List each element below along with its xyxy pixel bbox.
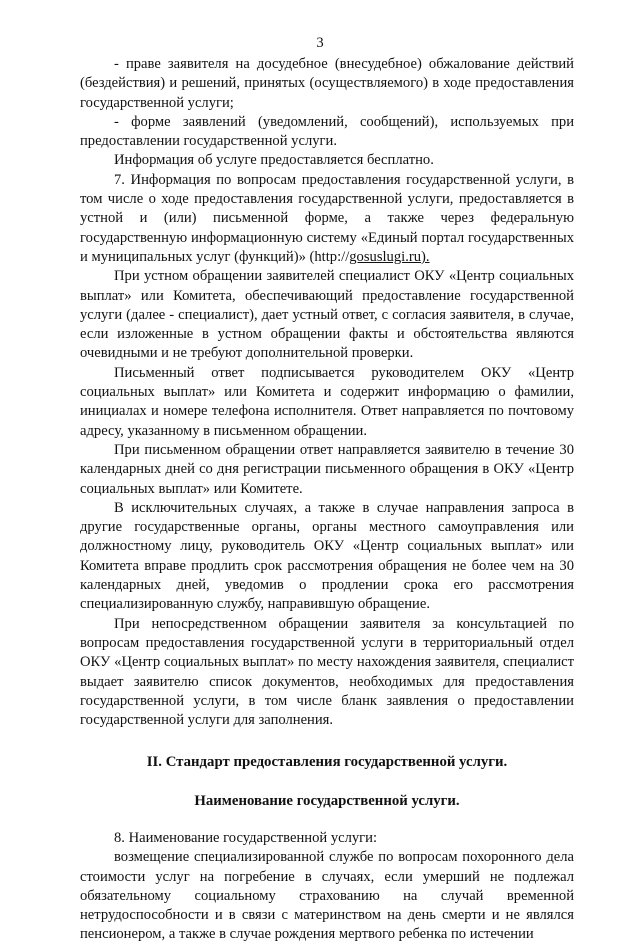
paragraph-8: 8. Наименование государственной услуги:	[114, 829, 378, 846]
paragraph-written-answer: Письменный ответ подписывается руководителем ОКУ «Центр социальных выплат» или Комитета и содержит информацию о фамилии, инициалах и номере телефона исполнителя. Ответ направляется по почтовому адресу, указанному в письменном обращении.	[80, 364, 574, 439]
paragraph-free-info: Информация об услуге предоставляется бесплатно.	[114, 152, 434, 169]
document-body	[80, 55, 574, 945]
paragraph-oral-request: При устном обращении заявителей специалист ОКУ «Центр социальных выплат» или Комитета, обеспечивающий предоставление государственной услуги (далее - специалист), дает устный ответ, с согласия заявителя, в случае, если изложенные в устном обращении факты и обстоятельства являются очевидными и не требуют дополнительной проверки.	[80, 268, 574, 362]
paragraph-service-name: возмещение специализированной службе по вопросам похоронного дела стоимости услуг на погребение в случаях, если умерший не подлежал обязательному социальному страхованию на случай временной нетрудоспособности и в связи с материнством на день смерти и не являлся пенсионером, а также в случае рождения мертвого ребенка по истечении	[80, 849, 574, 943]
gosuslugi-link[interactable]: gosuslugi.ru).	[349, 248, 430, 265]
sub-heading: Наименование государственной услуги.	[194, 792, 460, 809]
paragraph-direct-request: При непосредственном обращении заявителя за консультацией по вопросам предоставления государственной услуги в территориальный отдел ОКУ «Центр социальных выплат» по месту нахождения заявителя, специалист выдает заявителю список документов, необходимых для предоставления государственной услуги, в том числе бланк заявления о предоставлении государственной услуги для заполнения.	[80, 615, 574, 729]
paragraph-7-text: 7. Информация по вопросам предоставления государственной услуги, в том числе о ходе предоставления государственной услуги, предоставляется в устной и (или) письменной форме, а также через федеральную государственную информационную систему «Единый портал государственных и муниципальных услуг (функций)» (http://	[80, 171, 574, 265]
paragraph-written-request: При письменном обращении ответ направляется заявителю в течение 30 календарных дней со дня регистрации письменного обращения в ОКУ «Центр социальных выплат» или Комитете.	[80, 441, 574, 497]
page-number: 3	[316, 35, 324, 51]
paragraph-application-forms: - форме заявлений (уведомлений, сообщений), используемых при предоставлении государственной услуги.	[80, 113, 574, 150]
paragraph-7	[80, 171, 574, 267]
section-heading: II. Стандарт предоставления государственной услуги.	[146, 754, 508, 771]
paragraph-exceptional-cases: В исключительных случаях, а также в случае направления запроса в другие государственные органы, органы местного самоуправления или должностному лицу, руководитель ОКУ «Центр социальных выплат» или Комитета вправе продлить срок рассмотрения обращения не более чем на 30 календарных дней, уведомив о продлении срока его рассмотрения специализированную службу, направившую обращение.	[80, 499, 574, 613]
paragraph-appeal-right: - праве заявителя на досудебное (внесудебное) обжалование действий (бездействия) и решений, принятых (осуществляемого) в ходе предоставления государственной услуги;	[80, 56, 574, 111]
